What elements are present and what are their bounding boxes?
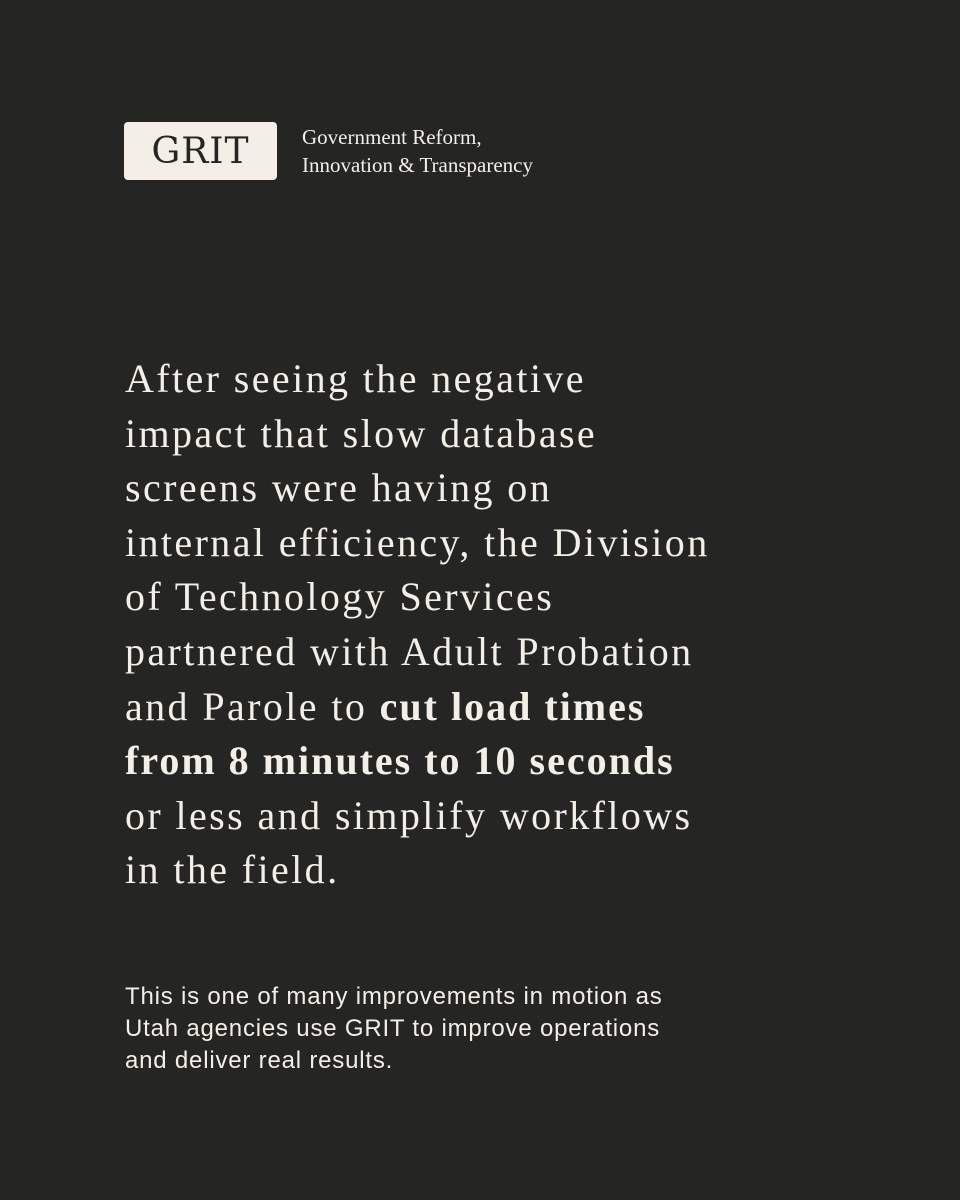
statement-line: screens were having on — [125, 465, 553, 511]
grit-logo — [124, 122, 277, 180]
org-name-line-2: Innovation & Transparency — [302, 153, 533, 177]
statement-line: or less and simplify workflows — [125, 792, 693, 838]
statement-line: impact that slow database — [125, 410, 598, 456]
highlight-text: from 8 minutes to 10 seconds — [125, 738, 675, 784]
organization-name — [302, 123, 533, 179]
statement-line: internal efficiency, the Division — [125, 519, 710, 565]
statement-line: in the field. — [125, 847, 340, 893]
statement-line: After seeing the negative — [125, 356, 586, 401]
header — [124, 122, 533, 180]
highlight-text: cut load times — [379, 683, 646, 729]
main-statement — [125, 352, 845, 898]
footer-line: Utah agencies use GRIT to improve operations — [125, 1015, 661, 1042]
statement-line — [125, 680, 845, 735]
statement-line: partnered with Adult Probation — [125, 628, 694, 674]
statement-text: and Parole to — [125, 683, 380, 729]
footer-line: and deliver real results. — [125, 1047, 394, 1074]
org-name-line-1: Government Reform, — [302, 125, 482, 149]
statement-line: of Technology Services — [125, 574, 555, 620]
footer-note — [125, 981, 845, 1077]
logo-text: GRIT — [151, 131, 250, 172]
footer-line: This is one of many improvements in motion as — [125, 983, 663, 1010]
statement-line — [125, 734, 845, 789]
